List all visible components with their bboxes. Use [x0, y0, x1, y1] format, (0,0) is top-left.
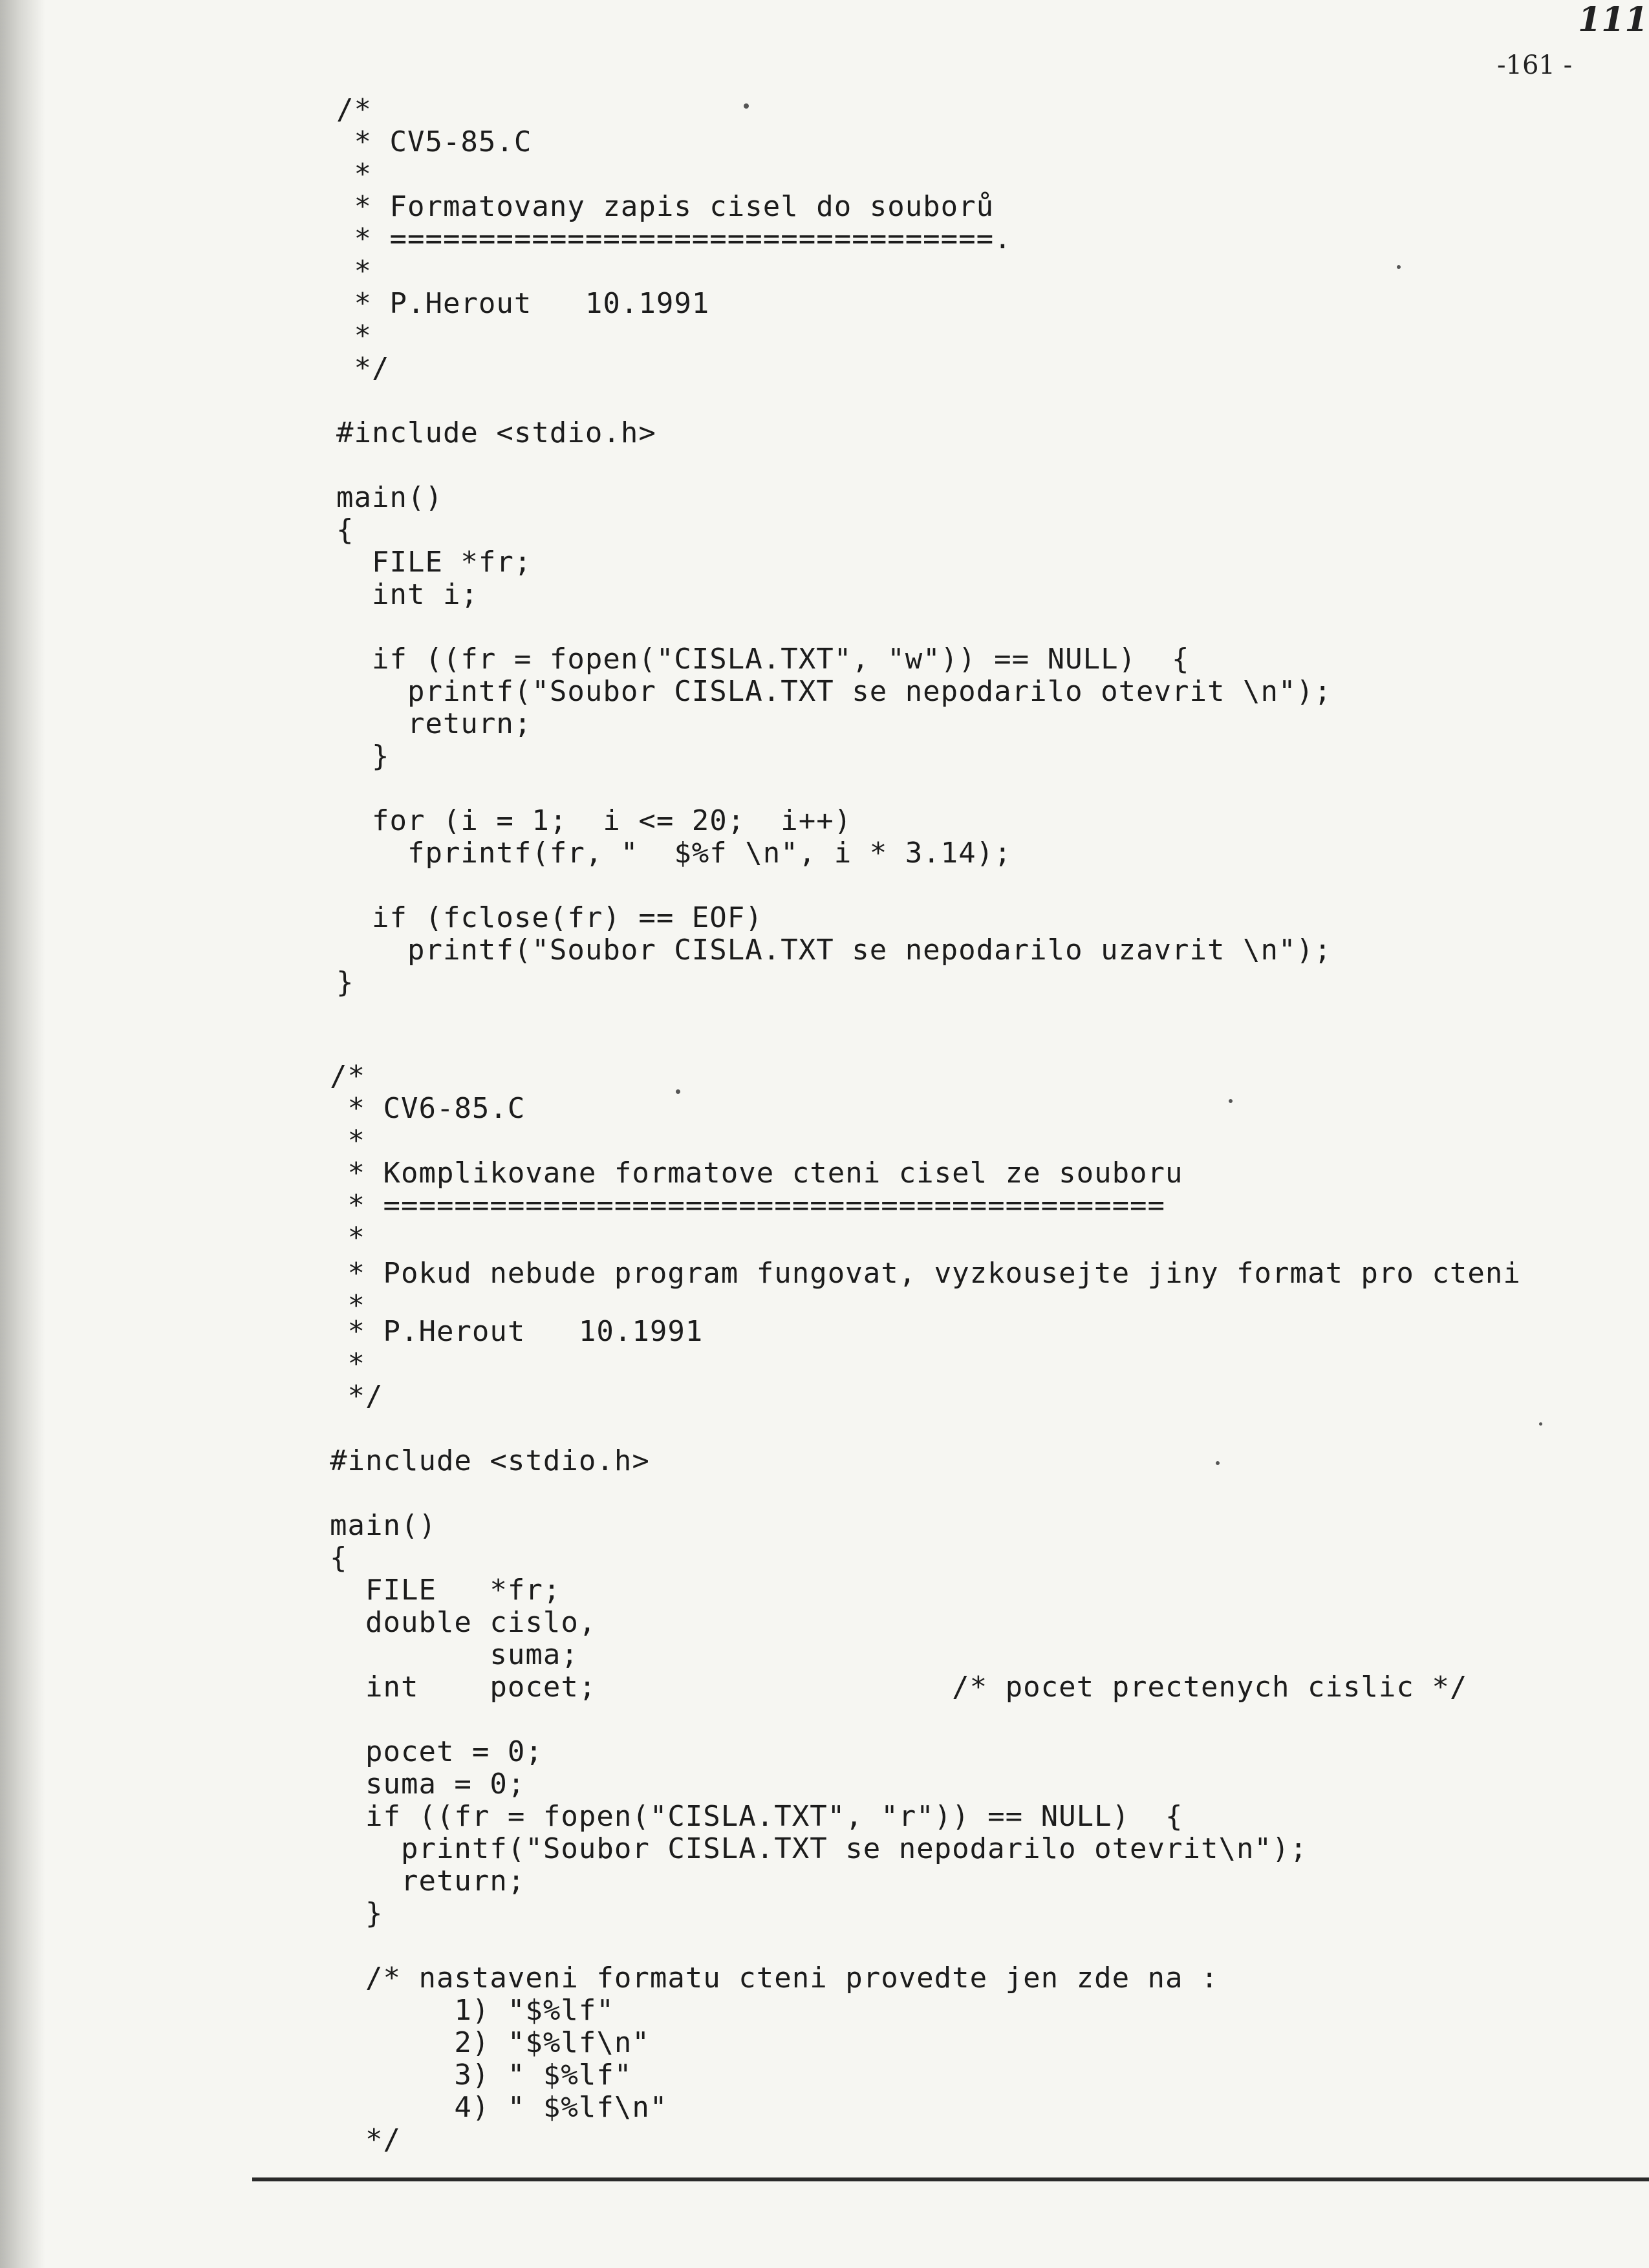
code-line: }	[330, 1897, 383, 1930]
code-line: if ((fr = fopen("CISLA.TXT", "r")) == NULL) {	[330, 1800, 1183, 1833]
code-line: FILE *fr;	[336, 546, 532, 579]
scan-speck	[1216, 1461, 1220, 1465]
code-line: 4) " $%lf\n"	[330, 2091, 668, 2124]
code-line: * Formatovany zapis cisel do souborů	[336, 190, 995, 223]
corner-handwritten-mark: 111	[1578, 0, 1648, 39]
code-line: printf("Soubor CISLA.TXT se nepodarilo otevrit \n");	[336, 675, 1332, 708]
page-number: -161 -	[1497, 50, 1573, 80]
code-line: *	[330, 1347, 365, 1380]
code-line: printf("Soubor CISLA.TXT se nepodarilo otevrit\n");	[330, 1832, 1308, 1865]
code-line: * CV6-85.C	[330, 1092, 526, 1125]
code-line: *	[330, 1289, 365, 1322]
code-line: printf("Soubor CISLA.TXT se nepodarilo uzavrit \n");	[336, 934, 1332, 967]
code-line: return;	[336, 707, 532, 740]
code-line: main()	[330, 1509, 436, 1542]
code-line: *	[330, 1124, 365, 1157]
code-line: {	[336, 513, 354, 546]
code-line: pocet = 0;	[330, 1735, 543, 1768]
code-line: if (fclose(fr) == EOF)	[336, 901, 763, 934]
code-line: * CV5-85.C	[336, 125, 532, 158]
code-line: *	[330, 1221, 365, 1254]
code-line: *	[336, 158, 372, 191]
code-line: * P.Herout 10.1991	[336, 287, 710, 320]
scan-speck	[1397, 265, 1401, 269]
code-line: /*	[330, 1060, 365, 1093]
code-line: #include <stdio.h>	[330, 1444, 650, 1477]
code-line: *	[336, 255, 372, 288]
scan-speck	[1229, 1099, 1233, 1103]
code-line: suma = 0;	[330, 1768, 526, 1801]
code-line: *	[336, 319, 372, 352]
code-line: * Pokud nebude program fungovat, vyzkousejte jiny format pro cteni	[330, 1257, 1521, 1290]
code-line: double cislo,	[330, 1606, 597, 1639]
code-line: */	[336, 352, 390, 385]
code-line: /* nastaveni formatu cteni provedte jen zde na :	[330, 1962, 1219, 1995]
code-line: */	[330, 1380, 383, 1413]
code-line: }	[336, 740, 390, 773]
code-line: 3) " $%lf"	[330, 2059, 632, 2091]
code-line: * Komplikovane formatove cteni cisel ze souboru	[330, 1157, 1183, 1190]
code-line: return;	[330, 1865, 526, 1898]
scan-speck	[744, 103, 749, 109]
code-line: }	[336, 966, 354, 999]
code-line: {	[330, 1541, 348, 1574]
code-line: int i;	[336, 578, 479, 611]
scan-speck	[676, 1089, 680, 1094]
code-line: fprintf(fr, " $%f \n", i * 3.14);	[336, 837, 1012, 870]
code-line: 2) "$%lf\n"	[330, 2026, 650, 2059]
code-line: */	[330, 2123, 401, 2156]
code-line: * ==================================.	[336, 222, 1012, 255]
code-line: * ============================================	[330, 1189, 1166, 1222]
code-line: int pocet; /* pocet prectenych cislic */	[330, 1671, 1468, 1704]
code-line: suma;	[330, 1638, 579, 1671]
code-line: if ((fr = fopen("CISLA.TXT", "w")) == NULL) {	[336, 643, 1190, 676]
scan-speck	[1539, 1422, 1542, 1426]
code-line: * P.Herout 10.1991	[330, 1315, 704, 1348]
code-line: 1) "$%lf"	[330, 1994, 614, 2027]
code-line: for (i = 1; i <= 20; i++)	[336, 804, 852, 837]
code-line: /*	[336, 93, 372, 126]
code-line: FILE *fr;	[330, 1574, 561, 1607]
code-line: #include <stdio.h>	[336, 416, 656, 449]
page-bottom-rule	[252, 2177, 1649, 2181]
code-line: main()	[336, 481, 443, 514]
